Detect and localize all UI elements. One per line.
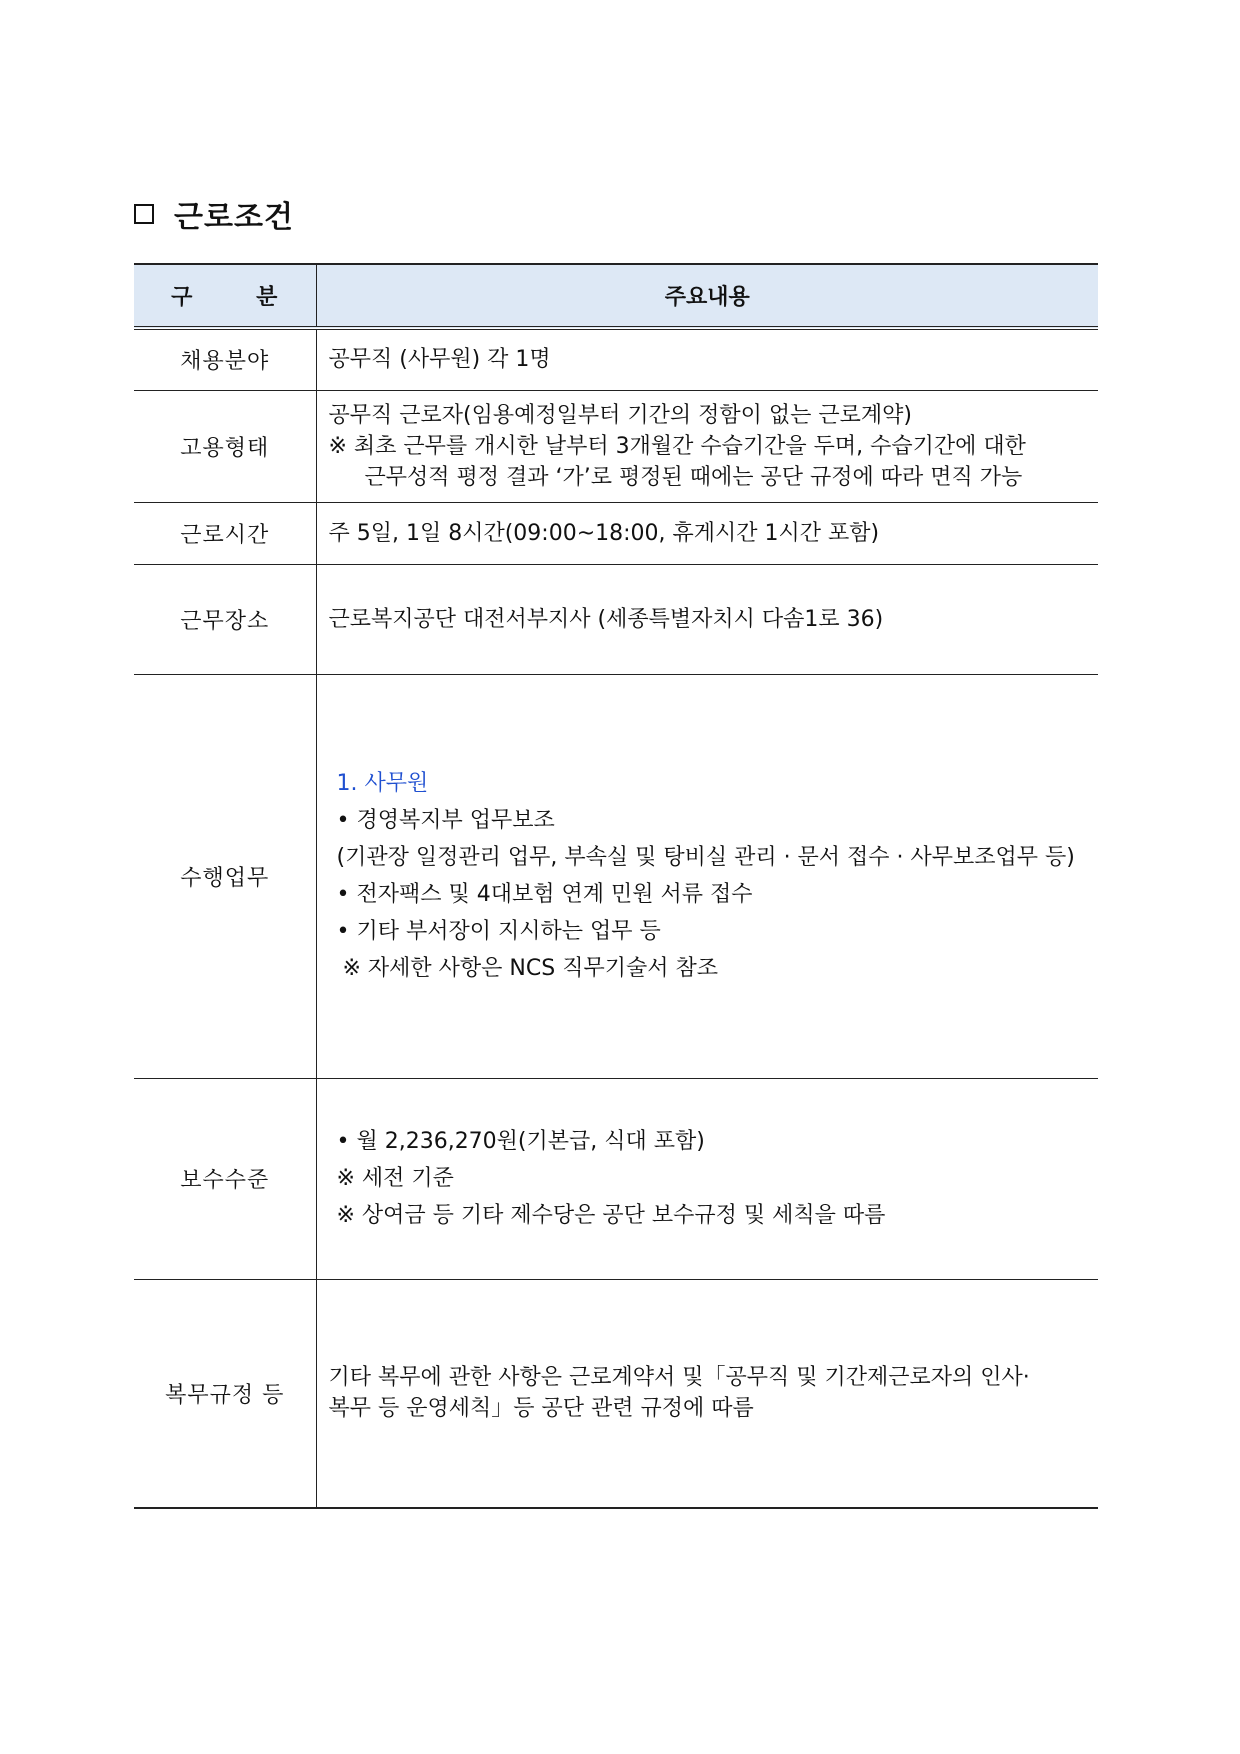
row-label: 근무장소 — [134, 564, 316, 674]
duty-note: ※ 자세한 사항은 NCS 직무기술서 참조 — [342, 956, 718, 981]
row-content: 공무직 (사무원) 각 1명 — [316, 328, 1098, 390]
duty-detail: (기관장 일정관리 업무, 부속실 및 탕비실 관리 · 문서 접수 · 사무보조업무 등) — [336, 845, 1075, 870]
row-label: 보수수준 — [134, 1078, 316, 1279]
pay-line: • 월 2,236,270원(기본급, 식대 포함) — [336, 1129, 705, 1154]
row-label: 채용분야 — [134, 328, 316, 390]
row-rules — [134, 1279, 1098, 1508]
content-line: 공무직 근로자(임용예정일부터 기간의 정함이 없는 근로계약) — [328, 402, 912, 428]
duty-item: • 기타 부서장이 지시하는 업무 등 — [336, 919, 661, 944]
row-label: 수행업무 — [134, 674, 316, 1078]
row-pay — [134, 1078, 1098, 1279]
conditions-table — [134, 263, 1098, 1509]
duty-item: • 전자팩스 및 4대보험 연계 민원 서류 접수 — [336, 882, 753, 907]
row-content — [316, 390, 1098, 502]
row-hours — [134, 502, 1098, 564]
duty-title: 1. 사무원 — [336, 771, 429, 796]
content-line: 복무 등 운영세칙」등 공단 관련 규정에 따름 — [328, 1396, 754, 1422]
row-field — [134, 328, 1098, 390]
table-header-row — [134, 264, 1098, 328]
row-label: 고용형태 — [134, 390, 316, 502]
row-employment — [134, 390, 1098, 502]
row-label: 복무규정 등 — [134, 1279, 316, 1508]
row-content: 주 5일, 1일 8시간(09:00~18:00, 휴게시간 1시간 포함) — [316, 502, 1098, 564]
duty-item: • 경영복지부 업무보조 — [336, 808, 555, 833]
content-line: 근무성적 평정 결과 ‘가’로 평정된 때에는 공단 규정에 따라 면직 가능 — [364, 464, 1023, 490]
pay-line: ※ 세전 기준 — [336, 1166, 454, 1191]
row-content — [316, 674, 1098, 1078]
header-category: 구 분 — [134, 264, 316, 328]
section-title: 근로조건 — [174, 200, 294, 235]
section-heading — [134, 194, 294, 234]
row-content: 근로복지공단 대전서부지사 (세종특별자치시 다솜1로 36) — [316, 564, 1098, 674]
content-line: ※ 최초 근무를 개시한 날부터 3개월간 수습기간을 두며, 수습기간에 대한 — [328, 433, 1026, 459]
row-label: 근로시간 — [134, 502, 316, 564]
row-content — [316, 1279, 1098, 1508]
pay-line: ※ 상여금 등 기타 제수당은 공단 보수규정 및 세칙을 따름 — [336, 1203, 886, 1228]
header-content: 주요내용 — [316, 264, 1098, 328]
row-duties — [134, 674, 1098, 1078]
row-content — [316, 1078, 1098, 1279]
content-line: 기타 복무에 관한 사항은 근로계약서 및「공무직 및 기간제근로자의 인사· — [328, 1365, 1030, 1391]
checkbox-square-icon — [134, 204, 154, 224]
row-place — [134, 564, 1098, 674]
